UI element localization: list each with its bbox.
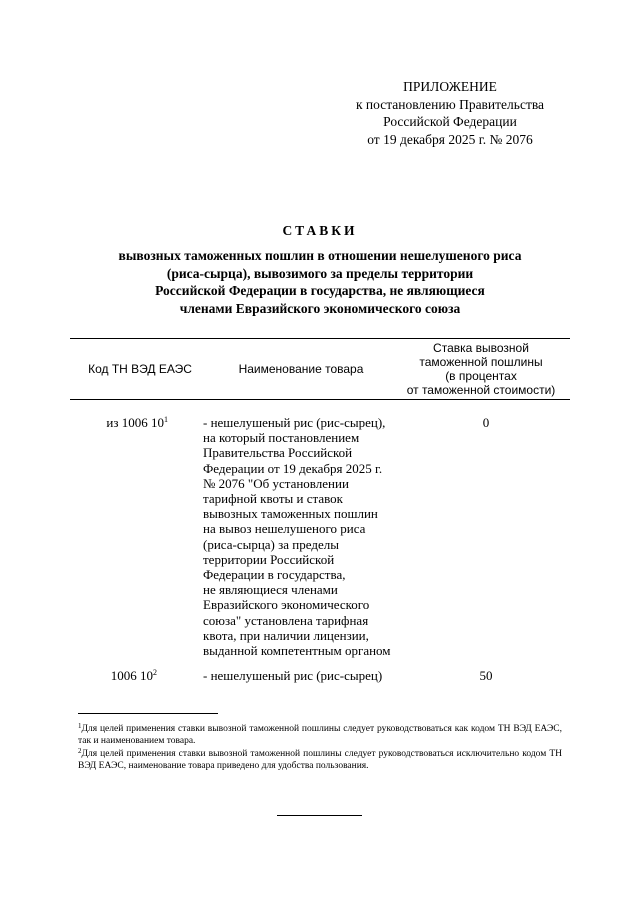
table-header-rule (70, 399, 570, 400)
footnote-mark: 1 (78, 722, 82, 730)
name-line: Федерации в государства, (203, 567, 346, 583)
table-row-2-code (70, 668, 157, 683)
footnote-1 (78, 723, 562, 747)
subtitle-line: вывозных таможенных пошлин в отношении нешелушеного риса (118, 248, 522, 263)
header-name: Наименование товара (238, 362, 364, 376)
name-line: (риса-сырца) за пределы (203, 536, 339, 552)
document-title: СТАВКИ (282, 223, 358, 238)
approval-heading: ПРИЛОЖЕНИЕ (403, 79, 497, 94)
table-row-2-name (203, 668, 393, 683)
name-line: тарифной квоты и ставок (203, 491, 343, 507)
table-row-2-rate: 50 (479, 668, 493, 683)
subtitle-line: членами Евразийского экономического союза (179, 300, 461, 316)
name-line: на который постановлением (203, 430, 360, 446)
code-value: из 1006 10 (106, 415, 164, 430)
subtitle-line: Российской Федерации в государства, не являющиеся (155, 283, 485, 298)
name-line: не являющиеся членами (203, 582, 338, 598)
header-code: Код ТН ВЭД ЕАЭС (88, 362, 192, 376)
name-line: Евразийского экономического (203, 597, 370, 613)
code-value: 1006 10 (110, 668, 153, 683)
name-line: территории Российской (203, 551, 335, 567)
end-separator (277, 815, 362, 816)
name-line: № 2076 "Об установлении (203, 475, 349, 491)
table-row-1-code (70, 415, 168, 430)
name-line: - нешелушеный рис (рис-сырец) (203, 668, 383, 683)
approval-block (330, 78, 570, 148)
header-rate-line: от таможенной стоимости) (406, 383, 556, 397)
header-rate-line: Ставка вывозной (433, 341, 529, 355)
approval-line-3: от 19 декабря 2025 г. № 2076 (367, 131, 533, 147)
footnote-separator (78, 713, 218, 714)
document-subtitle (70, 247, 570, 317)
subtitle-line: (риса-сырца), вывозимого за пределы территории (166, 265, 474, 281)
name-line: вывозных таможенных пошлин (203, 506, 378, 522)
name-line: - нешелушеный рис (рис-сырец), (203, 415, 386, 430)
table-row-1-rate: 0 (482, 415, 490, 430)
footnote-text: Для целей применения ставки вывозной таможенной пошлины следует руководствоваться как кодом ТН ВЭД ЕАЭС, так и наименованием товара. (78, 724, 562, 746)
name-line: Федерации от 19 декабря 2025 г. (203, 460, 383, 476)
name-line: на вывоз нешелушеного риса (203, 521, 366, 537)
header-rate-line: (в процентах (445, 369, 517, 383)
approval-line-1: к постановлению Правительства (355, 96, 545, 112)
footnote-text: Для целей применения ставки вывозной таможенной пошлины следует руководствоваться исключительно кодом ТН ВЭД ЕАЭС, наименование товара приведено для удобства пользования. (78, 749, 562, 771)
name-line: Правительства Российской (203, 445, 353, 461)
name-line: союза" установлена тарифная (203, 612, 369, 628)
footnote-ref: 1 (164, 415, 168, 424)
approval-line-2: Российской Федерации (383, 114, 517, 129)
header-rate-line: таможенной пошлины (419, 355, 543, 369)
table-top-rule (70, 338, 570, 339)
name-line: выданной компетентным органом (203, 643, 391, 659)
footnote-ref: 2 (153, 668, 157, 677)
footnote-2 (78, 748, 562, 772)
footnote-mark: 2 (78, 747, 82, 755)
header-rate (392, 341, 570, 397)
name-line: квота, при наличии лицензии, (203, 627, 369, 643)
table-row-1-name (203, 415, 393, 658)
